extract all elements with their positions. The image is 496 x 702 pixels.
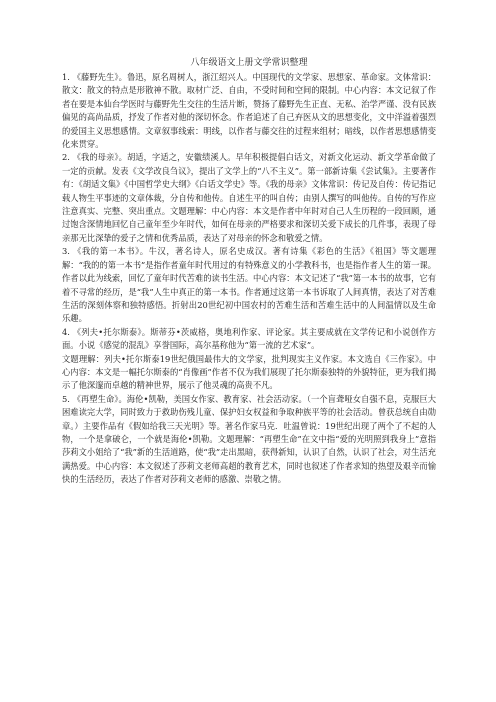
paragraph-5-reshaping-life: 5. 《再塑生命》。海伦•凯勒，美国女作家、教育家、社会活动家。（一个盲聋哑女自强不息，克服巨大困难读完大学，同时致力于救助伤残儿童、保护妇女权益和争取种族平等的社会活动。曾获总统自由勋章。）主要作品有《假如给我三天光明》等。著名作家马克．吐温曾说：19世纪出现了两个了不起的人物，一个是拿破仑，一个就是海伦•凯勒。文题理解：“再塑生命”在文中指“爱的光明照到我身上”意指莎莉文小姐给了“我”新的生活道路，使“我”走出黑暗，获得新知，认识了自然，认识了社会，对生活充满热爱。中心内容：本文叙述了莎莉文老师高超的教育艺术，同时也叙述了作者求知的热望及艰辛而愉快的生活经历，表达了作者对莎莉文老师的感激、崇敬之情。 (62, 393, 436, 485)
paragraph-3-first-book: 3. 《我的第一本书》。牛汉，著名诗人，原名史成汉。著有诗集《彩色的生活》《祖国》等文题理解：“我的的第一本书”是指作者童年时代用过的有特殊意义的小学教科书，也是指作者人生的第一课。作者以此为线索，回忆了童年时代苦难的读书生活。中心内容：本文记述了“我”第一本书的故事，它有着不寻常的经历，是“我”人生中真正的第一本书。作者通过这第一本书诉取了人间真情，表达了对苦难生活的深刻体察和独特感悟。折射出20世纪初中国农村的苦难生活和苦难生活中的人间温情以及生命乐趣。 (62, 246, 436, 324)
document-title: 八年级语文上册文学常识整理 (190, 58, 308, 68)
document-page (62, 56, 436, 487)
paragraph-2-my-mother: 2. 《我的母亲》。胡适，字适之，安徽绩溪人。早年积极提倡白话文，对新文化运动、新文学革命做了一定的贡献。发表《文学改良刍议》，提出了文学上的“八不主义”。第一部新诗集《尝试集》。主要著作有：《胡适文集》《中国哲学史大纲》《白话文学史》等。《我的母亲》文体常识：传记及自传：传记指记载人物生平事迹的文章体裁，分自传和他传。自述生平的叫自传；由别人撰写的叫他传。自传的写作应注意真实、完整、突出重点。文题理解：中心内容：本文是作者中年时对自己人生历程的一段回顾，通过饱含深情地回忆自己童年至少年时代，如何在母亲的严格要求和深切关爱下成长的几件事，表现了母亲那无比深挚的爱子之情和优秀品质，表达了对母亲的怀念和敬爱之情。 (62, 152, 436, 243)
paragraph-4-tolstoy: 4. 《列夫•托尔斯泰》。斯蒂芬•茨威格，奥地利作家、评论家。其主要成就在文学传记和小说创作方面。小说《感觉的混乱》享誉国际，高尔基称他为“第一流的艺术家”。 (62, 326, 436, 351)
paragraph-4-tolstoy-analysis: 文题理解：列夫•托尔斯泰19世纪俄国最伟大的文学家，批判现实主义作家。本文选自《三作家》。中心内容：本文是一幅托尔斯泰的“肖像画”作者不仅为我们展现了托尔斯泰独特的外貌特征，更为我们揭示了他深邃而卓越的精神世界，展示了他灵魂的高贵不凡。 (62, 353, 436, 391)
paragraph-1-fujino: 1. 《藤野先生》。鲁迅，原名周树人，浙江绍兴人。中国现代的文学家、思想家、革命家。文体常识：散文：散文的特点是形散神不散。取材广泛、自由，不受时间和空间的限制。中心内容：本文记叙了作者在要是本仙台学医时与藤野先生交往的生活片断，赞扬了藤野先生正直、无私、治学严谨、没有民族偏见的高尚品质，抒发了作者对他的深切怀念。作者追述了自己弃医从文的思想变化，文中洋溢着强烈的爱国主义思想感情。文章叙事线索：明线，以作者与藤交往的过程来组材；暗线，以作者思想感情变化来贯穿。 (62, 72, 436, 150)
